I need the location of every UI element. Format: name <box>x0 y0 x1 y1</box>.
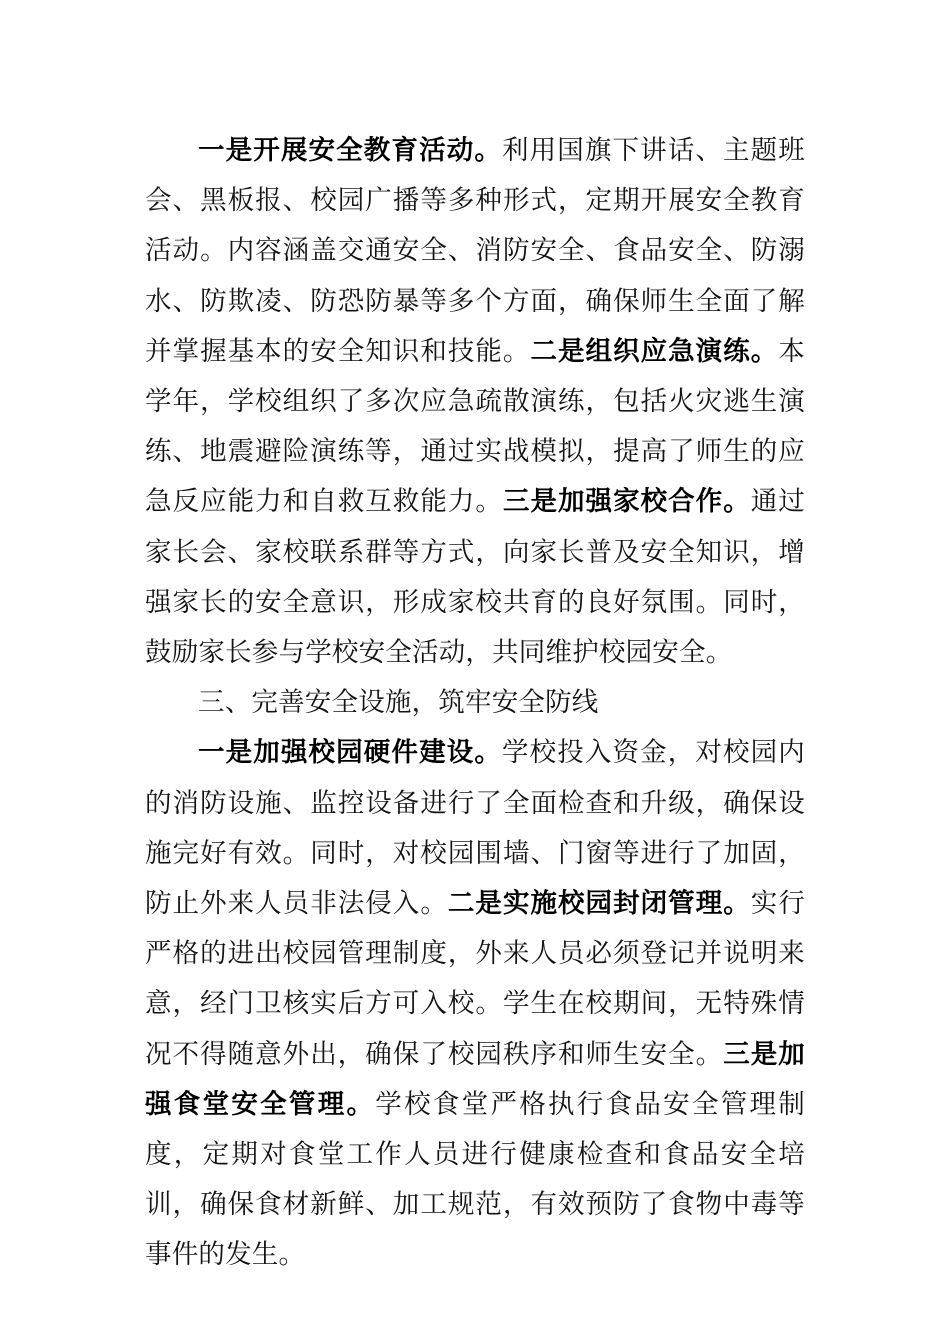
text-home-school: 通过家长会、家校联系群等方式，向家长普及安全知识，增强家长的安全意识，形成家校共育的良好氛围。同时，鼓励家长参与学校安全活动，共同维护校园安全。 <box>145 486 805 669</box>
heading-closed-management: 二是实施校园封闭管理。 <box>447 888 751 920</box>
section-heading-facilities <box>145 678 805 728</box>
text-safety-education: 利用国旗下讲话、主题班会、黑板报、校园广播等多种形式，定期开展安全教育活动。内容涵盖交通安全、消防安全、食品安全、防溺水、防欺凌、防恐防暴等多个方面，确保师生全面了解并掌握基本的安全知识和技能。 <box>145 135 805 367</box>
heading-hardware: 一是加强校园硬件建设。 <box>198 737 502 769</box>
heading-canteen: 三是加强食堂安全管理。 <box>145 1038 805 1120</box>
text-emergency-drill: 本学年，学校组织了多次应急疏散演练，包括火灾逃生演练、地震避险演练等，通过实战模拟，提高了师生的应急反应能力和自救互救能力。 <box>145 335 805 518</box>
text-canteen: 学校食堂严格执行食品安全管理制度，定期对食堂工作人员进行健康检查和食品安全培训，确保食材新鲜、加工规范，有效预防了食物中毒等事件的发生。 <box>145 1088 805 1271</box>
heading-emergency-drill: 二是组织应急演练。 <box>530 335 779 367</box>
text-hardware: 学校投入资金，对校园内的消防设施、监控设备进行了全面检查和升级，确保设施完好有效。同时，对校园围墙、门窗等进行了加固，防止外来人员非法侵入。 <box>145 737 805 920</box>
section-heading-text: 三、完善安全设施，筑牢安全防线 <box>198 687 599 719</box>
heading-safety-education: 一是开展安全教育活动。 <box>198 135 502 166</box>
heading-home-school: 三是加强家校合作。 <box>502 486 751 518</box>
paragraph-facilities <box>145 728 805 1280</box>
paragraph-safety-education <box>145 126 805 678</box>
document-body <box>145 126 805 1281</box>
text-closed-management: 实行严格的进出校园管理制度，外来人员必须登记并说明来意，经门卫核实后方可入校。学生在校期间，无特殊情况不得随意外出，确保了校园秩序和师生安全。 <box>145 888 806 1070</box>
